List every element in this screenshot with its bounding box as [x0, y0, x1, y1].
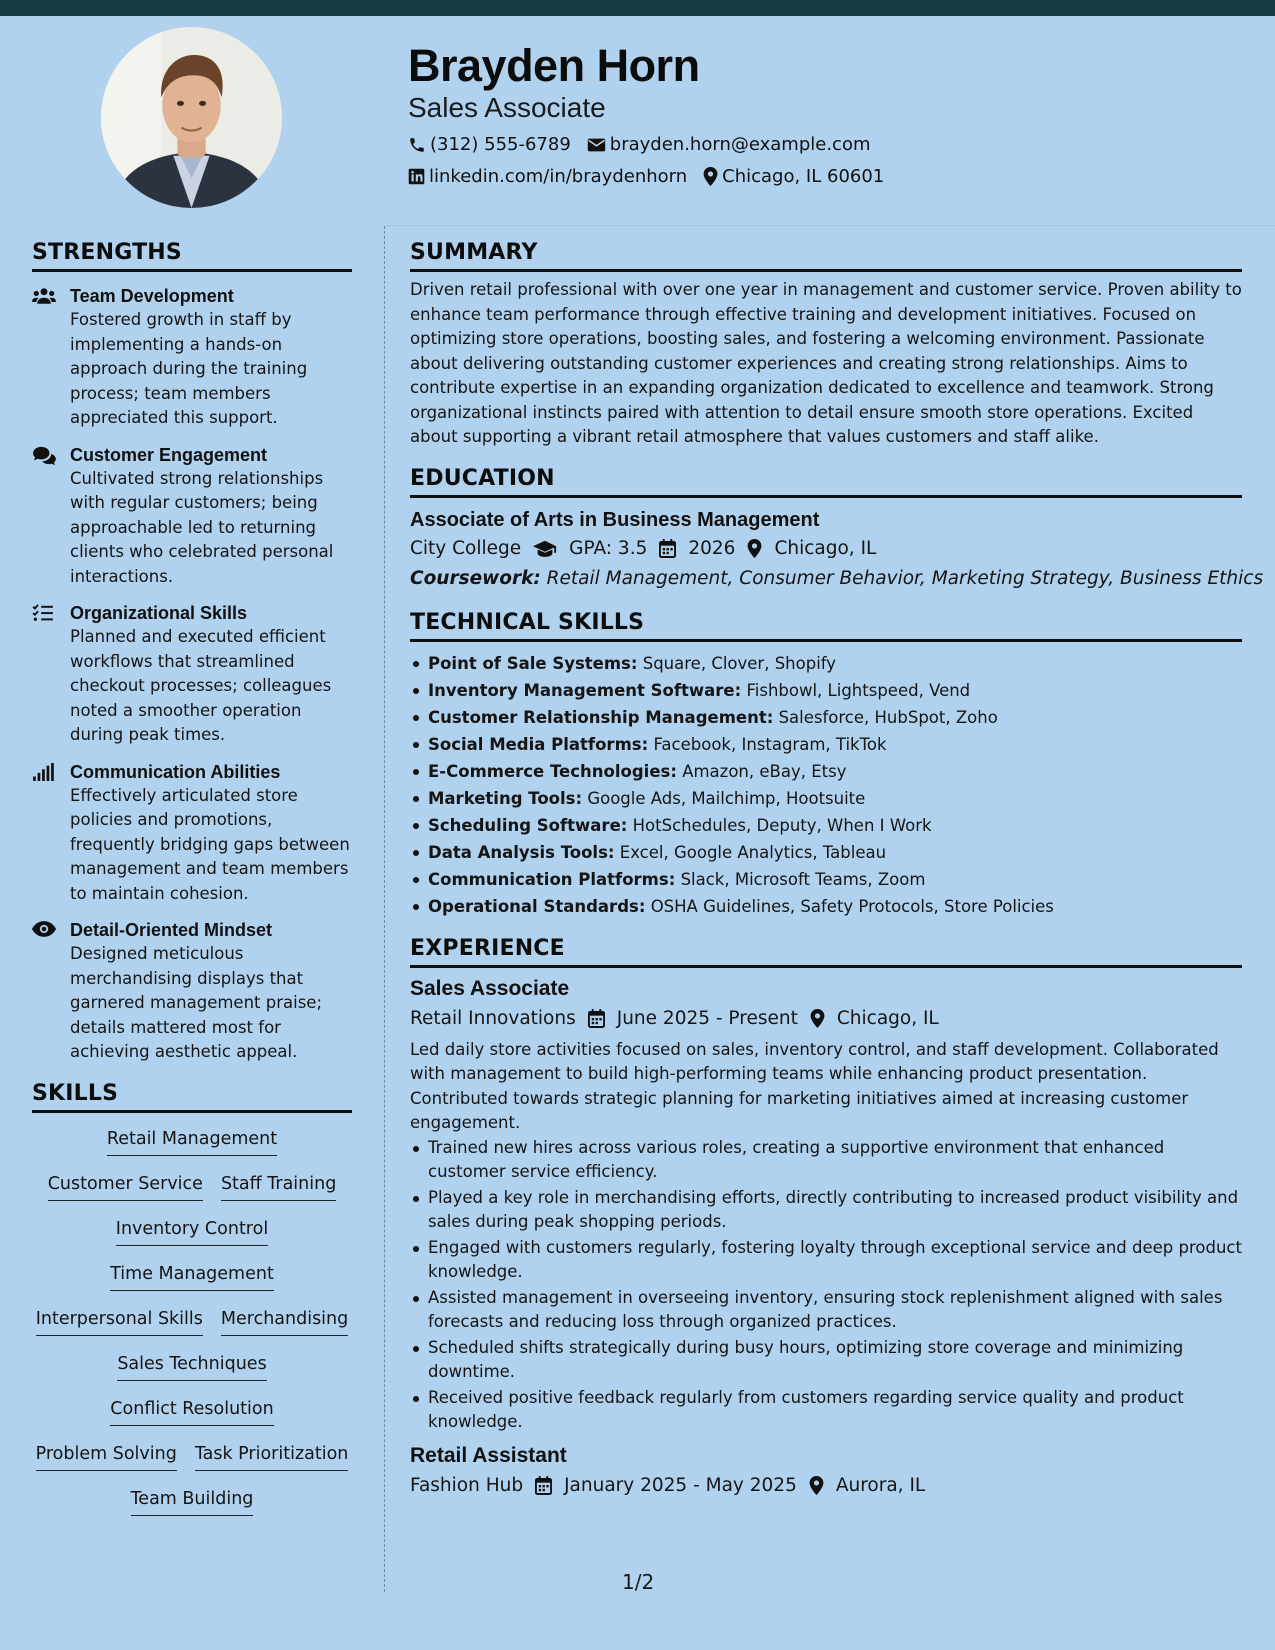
- job-meta: [410, 1471, 1242, 1501]
- tech-skill-item: Marketing Tools: Google Ads, Mailchimp, Hootsuite: [428, 785, 1242, 812]
- coursework-text: Retail Management, Consumer Behavior, Marketing Strategy, Business Ethics: [546, 567, 1264, 589]
- skill-tag: Task Prioritization: [195, 1444, 349, 1471]
- users-icon: [32, 287, 56, 305]
- calendar-icon: [535, 1476, 552, 1495]
- strength-item: [32, 443, 352, 590]
- top-accent-bar: [0, 0, 1275, 16]
- signal-icon: [32, 763, 54, 781]
- summary-text: Driven retail professional with over one year in management and customer service. Proven ability to enhance team performance through effective training and development initiatives. Focused on optimizing store operations, boosting sales, and fostering a welcoming environment. Passionate about delivering outstanding customer experiences and creating strong relationships. Aims to contribute expertise in an expanding organization dedicated to excellence and teamwork. Strong organizational instincts paired with attention to detail ensure smooth store operations. Excited about supporting a vibrant retail atmosphere that values customers and staff alike.: [410, 280, 1242, 446]
- strength-desc: Effectively articulated store policies and promotions, frequently bridging gaps between management and team members to maintain cohesion.: [70, 785, 350, 903]
- job-dates: January 2025 - May 2025: [564, 1474, 797, 1496]
- strengths-list: [32, 284, 352, 1065]
- skills-heading: SKILLS: [32, 1081, 352, 1113]
- skill-tag: Customer Service: [48, 1174, 203, 1201]
- job-bullet: Engaged with customers regularly, fostering loyalty through exceptional service and deep product knowledge.: [428, 1236, 1242, 1285]
- job-bullet: Scheduled shifts strategically during busy hours, optimizing store coverage and minimizing downtime.: [428, 1336, 1242, 1385]
- tech-skill-item: Operational Standards: OSHA Guidelines, Safety Protocols, Store Policies: [428, 893, 1242, 920]
- strength-desc: Fostered growth in staff by implementing a hands-on approach during the training process; team members appreciated this support.: [70, 310, 308, 427]
- phone-icon: [408, 136, 426, 154]
- main-column: [410, 240, 1264, 1501]
- strength-item: [32, 918, 352, 1065]
- header-divider: [385, 225, 1275, 226]
- linkedin-contact[interactable]: [408, 166, 687, 187]
- strength-title: Communication Abilities: [70, 761, 281, 782]
- location-contact: [703, 166, 884, 187]
- tech-skill-item: Inventory Management Software: Fishbowl, Lightspeed, Vend: [428, 677, 1242, 704]
- tech-skill-item: Data Analysis Tools: Excel, Google Analytics, Tableau: [428, 839, 1242, 866]
- contact-row-2: [408, 166, 884, 187]
- skill-tag: Inventory Control: [116, 1219, 268, 1246]
- company-name: Retail Innovations: [410, 1007, 576, 1029]
- technical-skills-heading: TECHNICAL SKILLS: [410, 610, 1242, 642]
- school-name: City College: [410, 537, 522, 559]
- phone-text: (312) 555-6789: [430, 134, 571, 155]
- skill-tag: Retail Management: [107, 1129, 277, 1156]
- map-pin-icon: [809, 1476, 824, 1495]
- tech-skill-item: Scheduling Software: HotSchedules, Deputy, When I Work: [428, 812, 1242, 839]
- skill-tag: Merchandising: [221, 1309, 348, 1336]
- education-meta: [410, 534, 1242, 564]
- checklist-icon: [32, 604, 54, 622]
- comments-icon: [32, 446, 56, 466]
- candidate-title: Sales Associate: [408, 92, 606, 123]
- job-location: Aurora, IL: [835, 1474, 926, 1496]
- graduation-year: 2026: [688, 537, 736, 559]
- linkedin-text: linkedin.com/in/braydenhorn: [429, 166, 688, 187]
- linkedin-icon: [408, 168, 425, 185]
- email-text: brayden.horn@example.com: [609, 134, 871, 155]
- coursework-label: Coursework:: [410, 567, 541, 589]
- job-dates: June 2025 - Present: [616, 1007, 798, 1029]
- job-title: Retail Assistant: [410, 1443, 567, 1467]
- technical-skills-list: [410, 650, 1242, 920]
- degree-title: Associate of Arts in Business Management: [410, 508, 820, 531]
- gpa-text: GPA: 3.5: [569, 537, 648, 559]
- skill-tag: Sales Techniques: [117, 1354, 266, 1381]
- experience-heading: EXPERIENCE: [410, 936, 1242, 968]
- strength-item: [32, 601, 352, 748]
- job-title: Sales Associate: [410, 976, 570, 1000]
- education-heading: EDUCATION: [410, 466, 1242, 498]
- job-entry: [410, 974, 1242, 1435]
- tech-skill-item: Point of Sale Systems: Square, Clover, Shopify: [428, 650, 1242, 677]
- tech-skill-item: E-Commerce Technologies: Amazon, eBay, Etsy: [428, 758, 1242, 785]
- contact-row-1: [408, 134, 871, 155]
- profile-photo: [101, 27, 282, 208]
- calendar-icon: [659, 539, 676, 558]
- job-bullet: Trained new hires across various roles, creating a supportive environment that enhanced customer service efficiency.: [428, 1136, 1242, 1185]
- strength-title: Organizational Skills: [70, 603, 248, 623]
- skill-tag: Time Management: [110, 1264, 274, 1291]
- skill-tag: Conflict Resolution: [110, 1399, 273, 1426]
- map-pin-icon: [747, 539, 762, 558]
- eye-icon: [32, 921, 56, 937]
- sidebar: [32, 240, 352, 1534]
- job-location: Chicago, IL: [836, 1007, 939, 1029]
- graduation-cap-icon: [533, 540, 557, 558]
- phone-contact[interactable]: [408, 134, 571, 155]
- skill-tag: Problem Solving: [36, 1444, 177, 1471]
- strength-desc: Cultivated strong relationships with regular customers; being approachable led to returning clients who celebrated personal interactions.: [70, 468, 334, 586]
- tech-skill-item: Customer Relationship Management: Salesforce, HubSpot, Zoho: [428, 704, 1242, 731]
- skill-tag: Team Building: [131, 1489, 254, 1516]
- tech-skill-item: Social Media Platforms: Facebook, Instagram, TikTok: [428, 731, 1242, 758]
- strength-title: Detail-Oriented Mindset: [70, 920, 273, 940]
- strength-title: Team Development: [70, 286, 234, 306]
- job-entry: [410, 1441, 1242, 1501]
- envelope-icon: [587, 137, 606, 153]
- skill-tags: [32, 1129, 352, 1534]
- school-location: Chicago, IL: [774, 537, 877, 559]
- skill-tag: Staff Training: [221, 1174, 336, 1201]
- job-bullet: Received positive feedback regularly from customers regarding service quality and product knowledge.: [428, 1386, 1242, 1435]
- map-pin-icon: [703, 167, 718, 186]
- job-description: Led daily store activities focused on sales, inventory control, and staff development. Collaborated with management to build high-performing teams while enhancing product presentation. Contributed towards strategic planning for marketing initiatives aimed at increasing customer engagement.: [410, 1039, 1219, 1132]
- job-bullet: Played a key role in merchandising efforts, directly contributing to increased product visibility and sales during peak shopping periods.: [428, 1186, 1242, 1235]
- strength-title: Customer Engagement: [70, 444, 268, 465]
- strengths-heading: STRENGTHS: [32, 240, 352, 272]
- job-meta: [410, 1004, 1242, 1034]
- tech-skill-item: Communication Platforms: Slack, Microsoft Teams, Zoom: [428, 866, 1242, 893]
- strength-item: [32, 284, 352, 431]
- email-contact[interactable]: [587, 134, 871, 155]
- job-bullets: [410, 1136, 1242, 1435]
- summary-heading: SUMMARY: [410, 240, 1242, 272]
- coursework-line: [410, 564, 1264, 594]
- strength-desc: Planned and executed efficient workflows that streamlined checkout processes; colleagues noted a smoother operation during peak times.: [70, 627, 332, 744]
- job-bullet: Assisted management in overseeing inventory, ensuring stock replenishment aligned with sales forecasts and reducing loss through organized practices.: [428, 1286, 1242, 1335]
- company-name: Fashion Hub: [410, 1474, 524, 1496]
- page-number: 1/2: [622, 1570, 655, 1594]
- skill-tag: Interpersonal Skills: [36, 1309, 203, 1336]
- map-pin-icon: [810, 1009, 825, 1028]
- strength-desc: Designed meticulous merchandising displays that garnered management praise; details mattered most for achieving aesthetic appeal.: [70, 944, 323, 1061]
- strength-item: [32, 760, 352, 907]
- calendar-icon: [588, 1009, 605, 1028]
- column-divider: [384, 226, 385, 1592]
- location-text: Chicago, IL 60601: [722, 166, 885, 187]
- candidate-name: Brayden Horn: [408, 40, 700, 91]
